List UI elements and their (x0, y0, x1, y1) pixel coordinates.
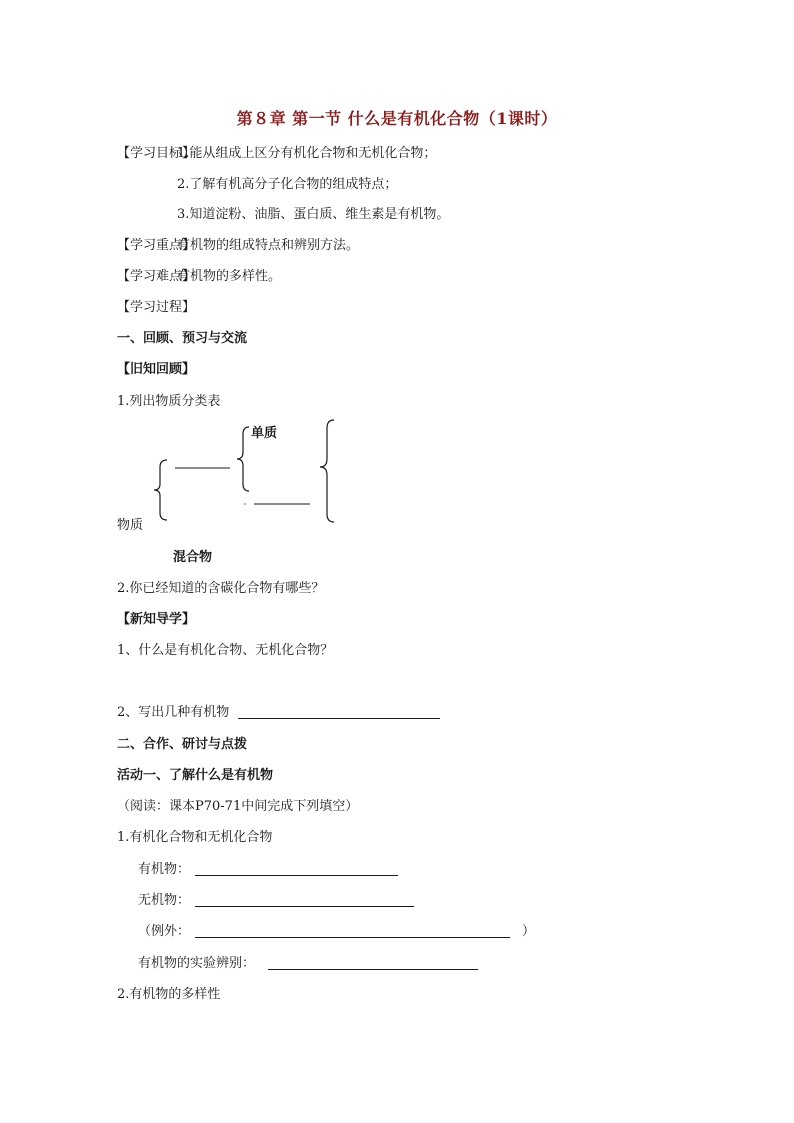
section1-heading: 一、回顾、预习与交流 (117, 331, 248, 346)
key-point-text: 有机物的组成特点和辨别方法。 (177, 238, 360, 253)
blank-exception[interactable] (195, 937, 510, 938)
blank-organic[interactable] (195, 875, 398, 876)
process-label: 【学习过程】 (117, 300, 196, 315)
point-1: 1.有机化合物和无机化合物 (117, 830, 273, 845)
organic-label: 有机物： (138, 862, 191, 877)
left-brace-icon (154, 460, 167, 520)
key-point-label: 【学习重点】 (117, 238, 196, 253)
objective-2: 2.了解有机高分子化合物的组成特点； (177, 177, 398, 192)
objective-3: 3.知道淀粉、油脂、蛋白质、维生素是有机物。 (177, 207, 450, 222)
difficulty-text: 有机物的多样性。 (177, 269, 282, 284)
difficulty-label: 【学习难点】 (117, 269, 196, 284)
page-title: 第８章 第一节 什么是有机化合物（1课时） (236, 109, 558, 128)
blank-experiment[interactable] (268, 969, 478, 970)
right-brace-icon (320, 420, 334, 522)
label-mixture: 混合物 (173, 550, 213, 565)
dot-mark-icon (244, 503, 246, 505)
label-single-substance: 单质 (251, 426, 278, 441)
section2-heading: 二、合作、研讨与点拨 (117, 737, 248, 752)
inorganic-label: 无机物： (138, 893, 191, 908)
label-matter: 物质 (117, 518, 144, 533)
objective-1: 1.能从组成上区分有机化合物和无机化合物； (177, 146, 437, 161)
point-2: 2.有机物的多样性 (117, 987, 221, 1002)
new-question-1: 1、什么是有机化合物、无机化合物？ (117, 643, 334, 658)
question-1: 1.列出物质分类表 (117, 394, 221, 409)
new-knowledge-label: 【新知导学】 (117, 612, 196, 627)
objectives-label: 【学习目标】 (117, 146, 196, 161)
activity-1-heading: 活动一、了解什么是有机物 (117, 768, 274, 783)
question-2: 2.你已经知道的含碳化合物有哪些？ (117, 581, 325, 596)
experiment-label: 有机物的实验辨别： (138, 956, 256, 971)
review-label: 【旧知回顾】 (117, 362, 196, 377)
exception-close: ） (522, 924, 536, 939)
new-question-2: 2、写出几种有机物 (117, 705, 230, 720)
middle-brace-icon (237, 427, 249, 491)
reading-note: （阅读：课本P70-71中间完成下列填空） (117, 799, 359, 814)
blank-inorganic[interactable] (195, 906, 414, 907)
exception-open: （例外： (138, 924, 191, 939)
blank-organic-examples[interactable] (238, 718, 440, 719)
